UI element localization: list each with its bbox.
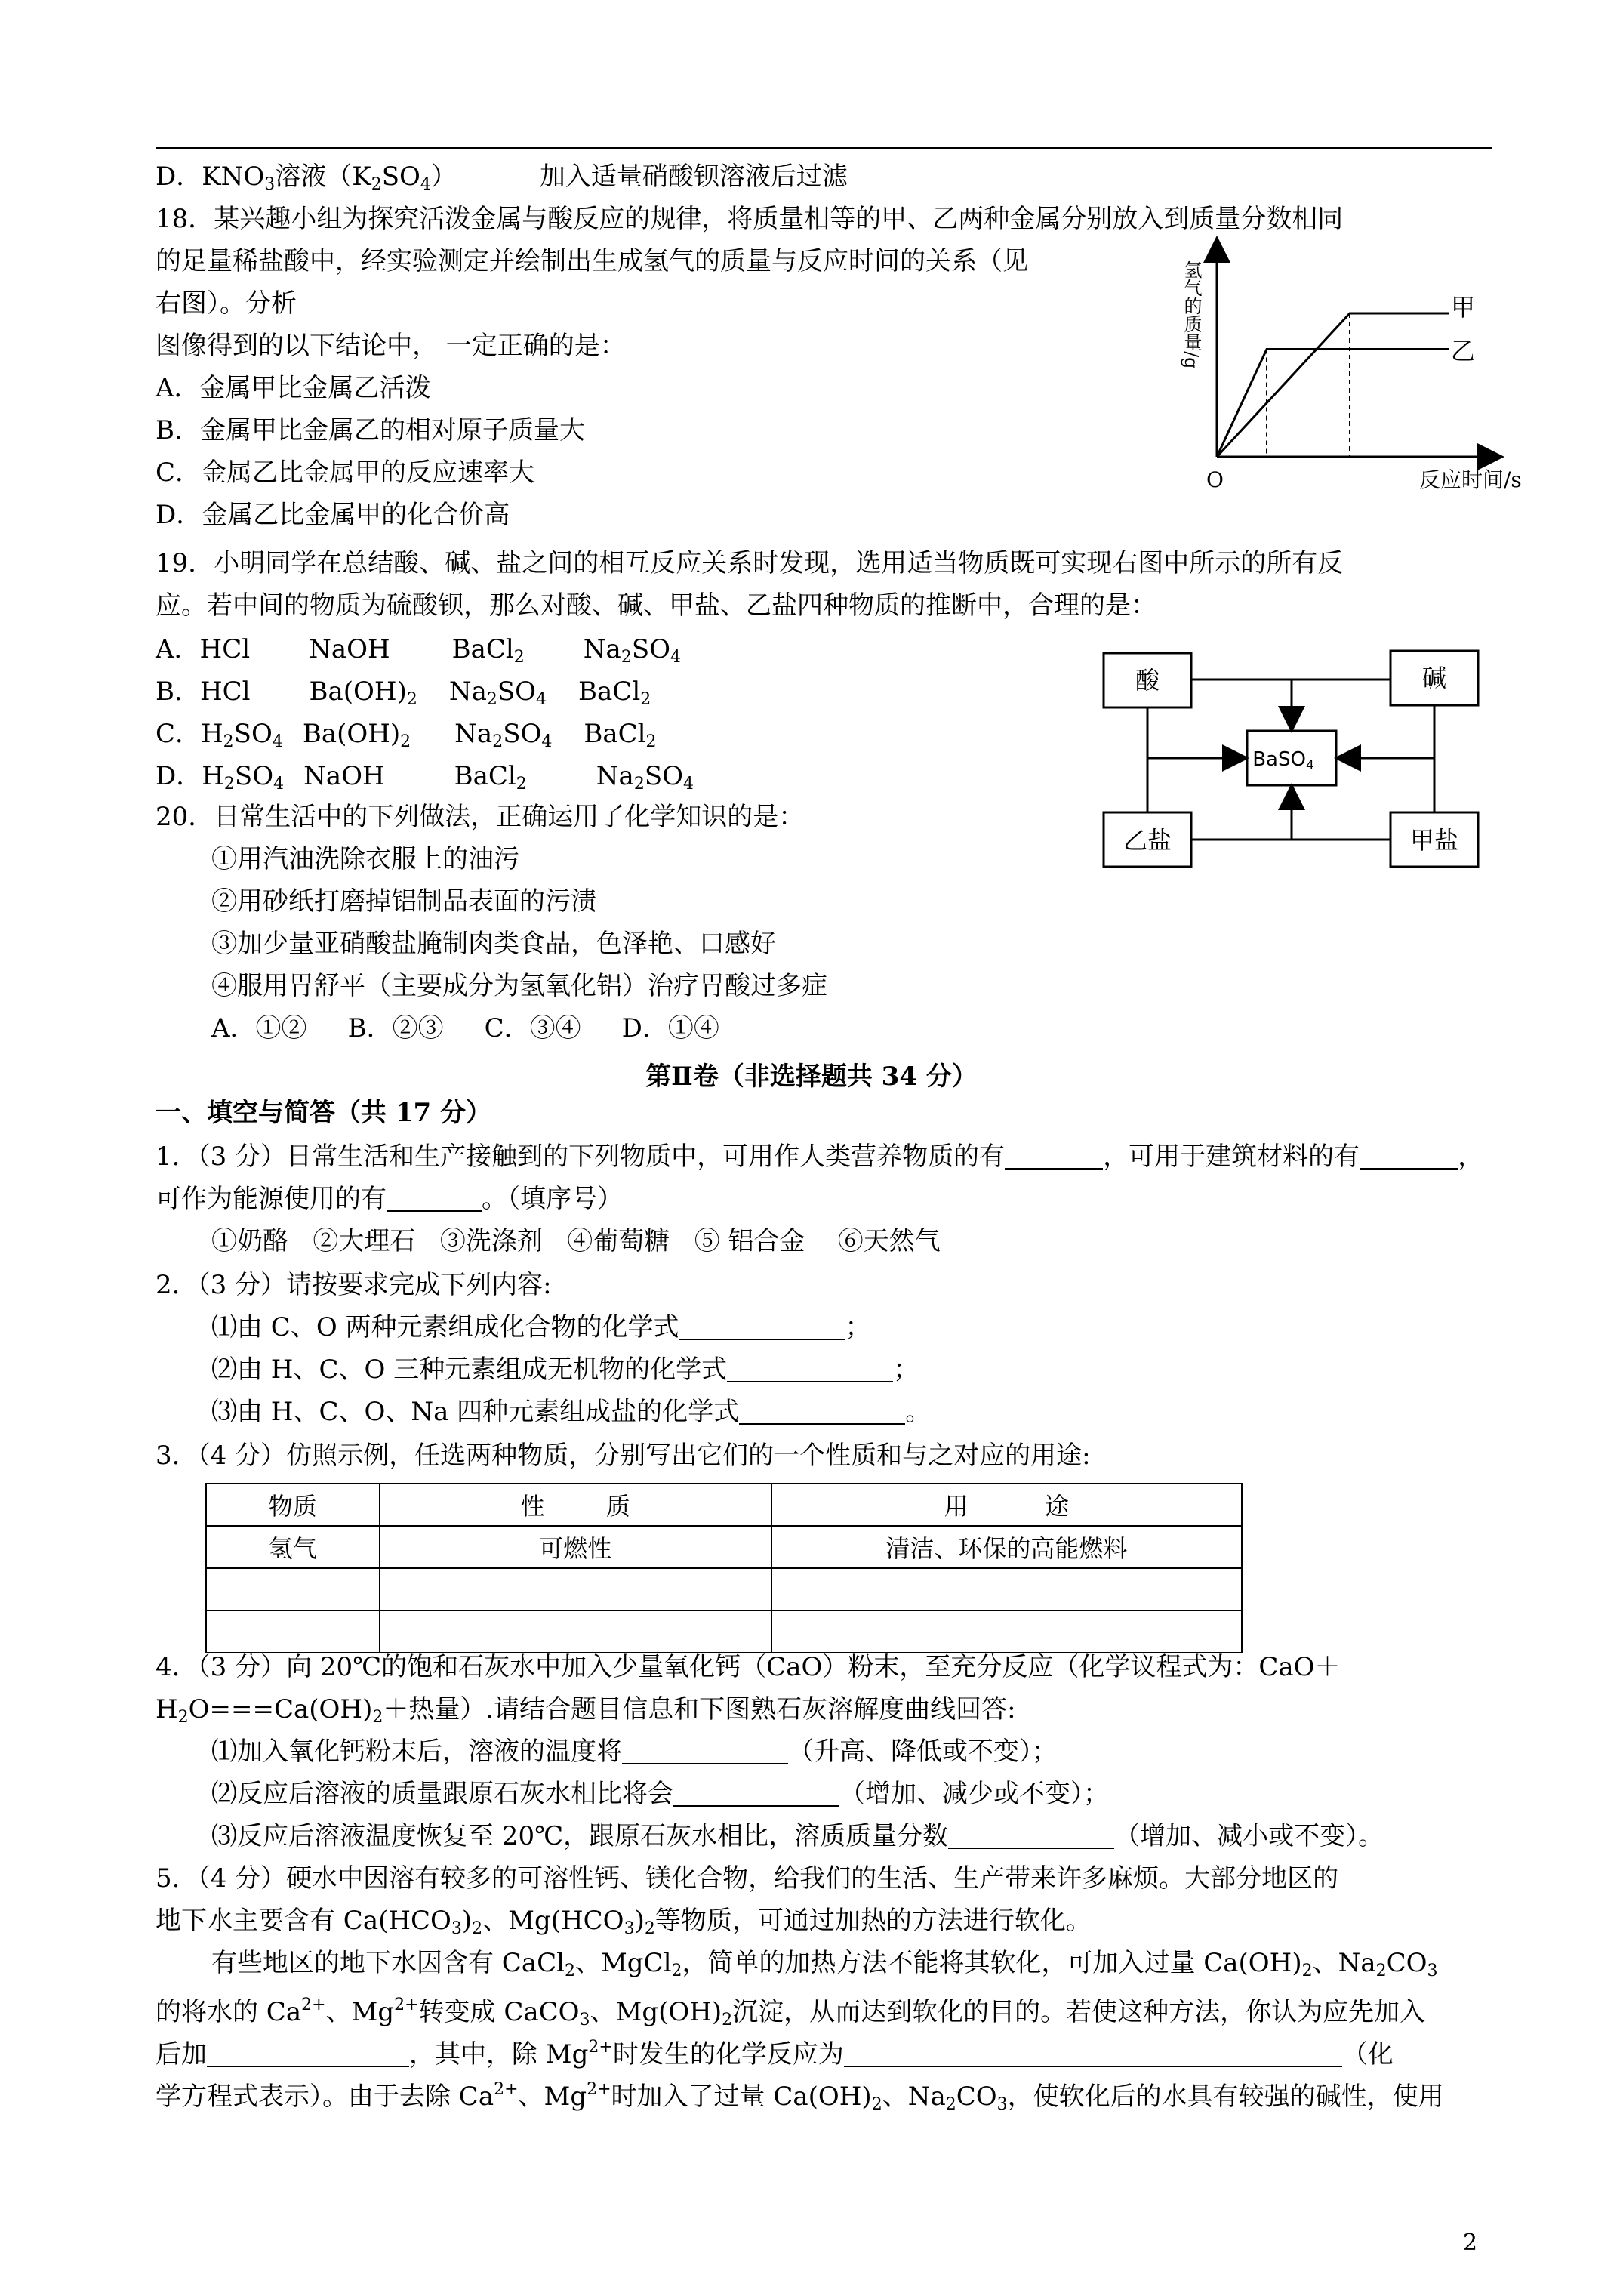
table-cell: 可燃性 xyxy=(380,1526,771,1568)
table-cell[interactable] xyxy=(206,1568,380,1610)
q18-option-c: C．金属乙比金属甲的反应速率大 xyxy=(156,458,535,488)
f2-a: ⑴由 C、O 两种元素组成化合物的化学式 ； xyxy=(211,1312,871,1342)
q19-option-b: B．HCl $Ba(OH)_2$ $Na_2SO_4$ BaCl$_2$ xyxy=(156,676,651,709)
q20-item-4: ④服用胃舒平（主要成分为氢氧化铝）治疗胃酸过多症 xyxy=(211,971,827,1001)
f5-line1: 5．（4 分）硬水中因溶有较多的可溶性钙、镁化合物，给我们的生活、生产带来许多麻烦。大部分地区的 xyxy=(156,1863,1339,1894)
f1-blank-2[interactable] xyxy=(1360,1144,1458,1170)
reaction-diagram xyxy=(0,0,1623,906)
q19-option-d: D．$H_2SO_4$ NaOH BaCl$_2$ $Na_2SO_4$ xyxy=(156,761,694,794)
f4-a: ⑴加入氧化钙粉末后，溶液的温度将 （升高、降低或不变）； xyxy=(211,1737,1058,1767)
f4-b: ⑵反应后溶液的质量跟原石灰水相比将会 （增加、减少或不变）； xyxy=(211,1779,1109,1809)
section1-title: 一、填空与简答（共 17 分） xyxy=(156,1098,491,1128)
f4-blank-a[interactable] xyxy=(622,1739,788,1764)
f1-blank-3[interactable] xyxy=(387,1186,482,1212)
q18-option-a: A．金属甲比金属乙活泼 xyxy=(156,373,431,403)
q20-item-2: ②用砂纸打磨掉铝制品表面的污渍 xyxy=(211,886,596,917)
f2-c: ⑶由 H、C、O、Na 四种元素组成盐的化学式 。 xyxy=(211,1397,932,1427)
f5-line5: 后加 ，其中，除 $Mg^{2+}$时发生的化学反应为 （化 xyxy=(156,2038,1394,2069)
chart-ylabel: 氢气的质量/g xyxy=(1181,260,1202,369)
f1-line2: 可作为能源使用的有 。（填序号） xyxy=(156,1184,623,1214)
table-row xyxy=(206,1526,1242,1568)
page-number: 2 xyxy=(1463,2230,1478,2256)
q20-item-3: ③加少量亚硝酸盐腌制肉类食品，色泽艳、口感好 xyxy=(211,929,776,959)
label-acid: 酸 xyxy=(1135,666,1160,695)
f5-line6: 学方程式表示）。由于去除 $Ca^{2+}$、$Mg^{2+}$时加入了过量 $Ca(OH)_2$、$Na_2CO_3$，使软化后的水具有较强的碱性，使用 xyxy=(156,2080,1444,2114)
table-header-cell: 用 途 xyxy=(771,1484,1242,1526)
table-cell[interactable] xyxy=(771,1610,1242,1653)
f5-blank-1[interactable] xyxy=(207,2042,409,2067)
q18-option-b: B．金属甲比金属乙的相对原子质量大 xyxy=(156,415,585,445)
q20-stem: 20．日常生活中的下列做法，正确运用了化学知识的是： xyxy=(156,802,805,832)
f5-line4: 的将水的 $Ca^{2+}$、$Mg^{2+}$转变成 CaCO$_3$、$Mg(OH)_2$沉淀，从而达到软化的目的。若使这种方法，你认为应先加入 xyxy=(156,1996,1426,2029)
f5-line2: 地下水主要含有 $Ca(HCO_3)_2$、$Mg(HCO_3)_2$等物质，可通过加热的方法进行软化。 xyxy=(156,1906,1092,1938)
f3-stem: 3．（4 分）仿照示例，任选两种物质，分别写出它们的一个性质和与之对应的用途: xyxy=(156,1441,1091,1471)
q18-stem-line1: 18．某兴趣小组为探究活泼金属与酸反应的规律，将质量相等的甲、乙两种金属分别放入到质量分数相同 xyxy=(156,204,1344,234)
q18-stem-line3: 右图）。分析 xyxy=(156,288,297,319)
f4-blank-c[interactable] xyxy=(948,1823,1114,1849)
table-header-cell: 性 质 xyxy=(380,1484,771,1526)
table-header-row xyxy=(206,1484,1242,1526)
f4-line1: 4．（3 分）向 20℃的饱和石灰水中加入少量氧化钙（CaO）粉末，至充分反应（化学议程式为：CaO＋ xyxy=(156,1652,1341,1682)
q19-stem-line1: 19．小明同学在总结酸、碱、盐之间的相互反应关系时发现，选用适当物质既可实现右图中所示的所有反 xyxy=(156,548,1344,578)
q18-option-d: D．金属乙比金属甲的化合价高 xyxy=(156,500,510,530)
f2-blank-b[interactable] xyxy=(727,1357,893,1382)
label-salt-jia: 甲盐 xyxy=(1409,826,1459,855)
f1-blank-1[interactable] xyxy=(1005,1144,1103,1170)
label-salt-yi: 乙盐 xyxy=(1123,826,1172,855)
f4-blank-b[interactable] xyxy=(673,1781,839,1807)
q19-option-a: A．HCl NaOH BaCl$_2$ $Na_2SO_4$ xyxy=(156,634,681,667)
series-label-jia: 甲 xyxy=(1451,293,1476,322)
table-cell[interactable] xyxy=(380,1610,771,1653)
f4-c: ⑶反应后溶液温度恢复至 20℃，跟原石灰水相比，溶质质量分数 （增加、减小或不变）。 xyxy=(211,1821,1384,1851)
q18-stem-line4: 图像得到的以下结论中， 一定正确的是： xyxy=(156,331,626,361)
property-use-table xyxy=(205,1483,1243,1653)
f2-stem: 2．（3 分）请按要求完成下列内容: xyxy=(156,1270,552,1300)
q19-stem-line2: 应。若中间的物质为硫酸钡，那么对酸、碱、甲盐、乙盐四种物质的推断中，合理的是： xyxy=(156,590,1156,621)
table-cell: 清洁、环保的高能燃料 xyxy=(771,1526,1242,1568)
chart-origin: O xyxy=(1206,467,1224,492)
part2-title: 第Ⅱ卷（非选择题共 34 分） xyxy=(645,1062,978,1092)
table-cell: 氢气 xyxy=(206,1526,380,1568)
f1-line1: 1．（3 分）日常生活和生产接触到的下列物质中，可用作人类营养物质的有 ，可用于建筑材料的有 ， xyxy=(156,1142,1484,1172)
table-cell[interactable] xyxy=(380,1568,771,1610)
q18-stem-line2: 的足量稀盐酸中，经实验测定并绘制出生成氢气的质量与反应时间的关系（见 xyxy=(156,246,1028,276)
series-label-yi: 乙 xyxy=(1451,337,1476,365)
f4-line2: $H_2O===Ca(OH)_2+$热量）.请结合题目信息和下图熟石灰溶解度曲线回答: xyxy=(156,1694,1016,1727)
f2-blank-a[interactable] xyxy=(679,1314,845,1340)
table-cell[interactable] xyxy=(771,1568,1242,1610)
table-row xyxy=(206,1568,1242,1610)
label-base: 碱 xyxy=(1421,664,1447,692)
f5-blank-2[interactable] xyxy=(844,2042,1342,2067)
label-baso4: BaSO4 xyxy=(1252,748,1314,773)
table-row xyxy=(206,1610,1242,1653)
q19-option-c: C．$H_2SO_4$ $Ba(OH)_2$ $Na_2SO_4$ BaCl$_2$ xyxy=(156,719,657,751)
table-header-cell: 物质 xyxy=(206,1484,380,1526)
f5-line3: 有些地区的地下水因含有 CaCl$_2$、MgCl$_2$，简单的加热方法不能将其软化，可加入过量 $Ca(OH)_2$、$Na_2CO_3$ xyxy=(211,1948,1438,1980)
q17-option-d: D．$KNO_3$溶液$(K_2SO_4)$ 加入适量硝酸钡溶液后过滤 xyxy=(156,162,848,194)
table-cell[interactable] xyxy=(206,1610,380,1653)
f2-blank-c[interactable] xyxy=(739,1399,905,1425)
q20-options: A．①② B．②③ C．③④ D．①④ xyxy=(211,1013,719,1043)
chart-xlabel: 反应时间/s xyxy=(1419,467,1522,492)
q20-item-1: ①用汽油洗除衣服上的油污 xyxy=(211,844,519,874)
f1-options: ①奶酪 ②大理石 ③洗涤剂 ④葡萄糖 ⑤ 铝合金 ⑥天然气 xyxy=(211,1226,941,1256)
f2-b: ⑵由 H、C、O 三种元素组成无机物的化学式 ； xyxy=(211,1354,919,1385)
